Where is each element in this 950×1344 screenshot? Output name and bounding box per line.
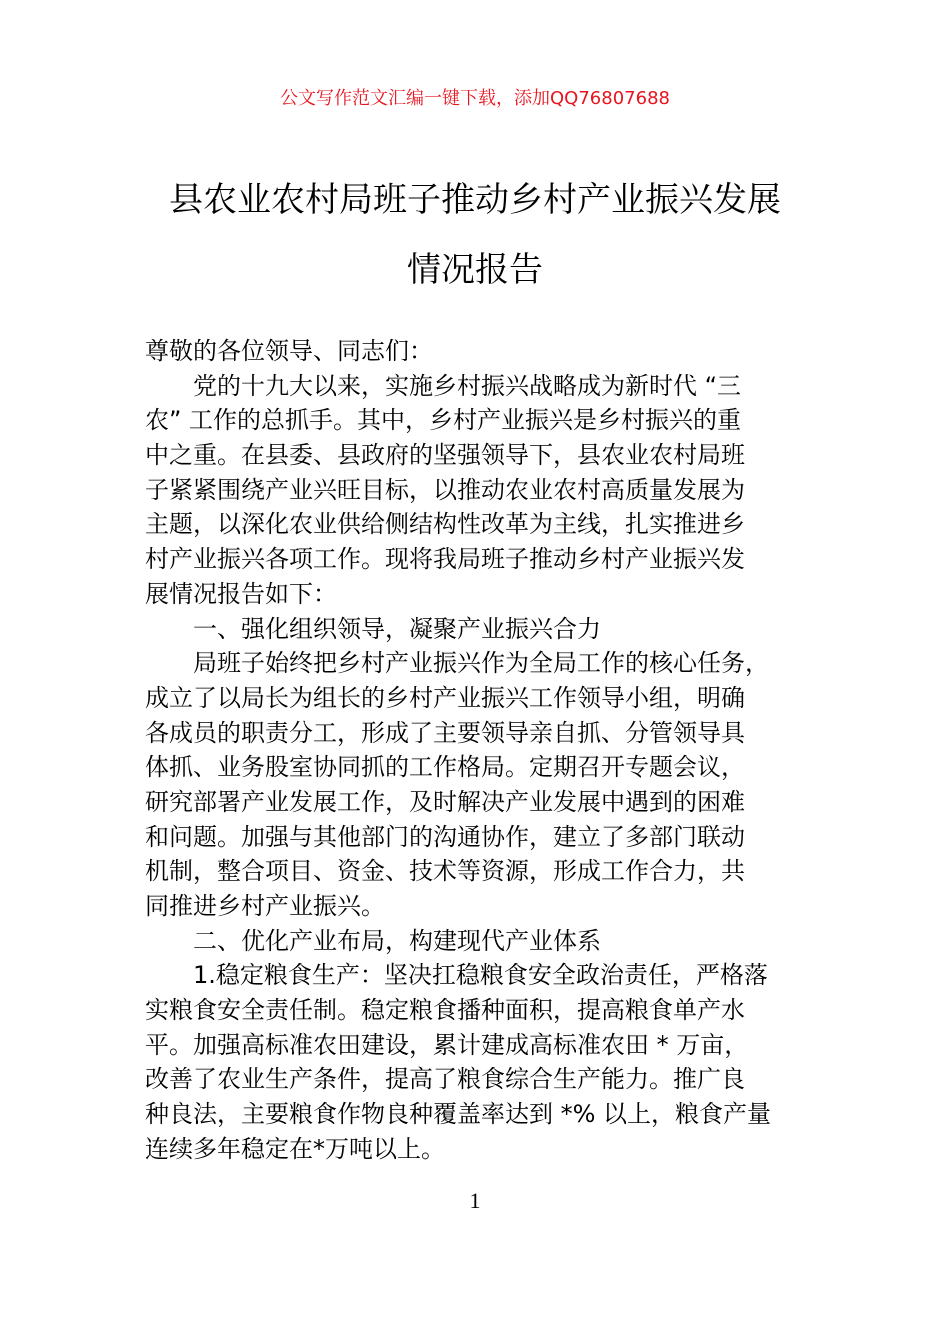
text-line: 尊敬的各位领导、同志们： <box>145 337 433 365</box>
text-line: 各成员的职责分工，形成了主要领导亲自抓、分管领导具 <box>145 718 745 747</box>
text-line: 改善了农业生产条件，提高了粮食综合生产能力。推广良 <box>145 1065 745 1094</box>
text-line: 中之重。在县委、县政府的坚强领导下，县农业农村局班 <box>145 441 745 470</box>
document-body <box>145 334 845 1167</box>
text-line: 实粮食安全责任制。稳定粮食播种面积，提高粮食单产水 <box>145 996 745 1025</box>
text-line: 一、强化组织领导，凝聚产业振兴合力 <box>193 614 601 643</box>
paragraph <box>145 924 845 959</box>
text-line: 展情况报告如下： <box>145 579 337 608</box>
document-title-line-2: 情况报告 <box>407 250 543 290</box>
text-line: 机制，整合项目、资金、技术等资源，形成工作合力，共 <box>145 857 745 886</box>
text-line: 和问题。加强与其他部门的沟通协作，建立了多部门联动 <box>145 822 745 851</box>
paragraph <box>145 369 845 612</box>
text-line: 村产业振兴各项工作。现将我局班子推动乡村产业振兴发 <box>145 545 745 574</box>
text-line: 研究部署产业发展工作，及时解决产业发展中遇到的困难 <box>145 787 745 816</box>
text-line: 种良法，主要粮食作物良种覆盖率达到 *% 以上，粮食产量 <box>145 1100 772 1129</box>
paragraph <box>145 612 845 647</box>
text-line: 二、优化产业布局，构建现代产业体系 <box>193 926 601 955</box>
text-line: 体抓、业务股室协同抓的工作格局。定期召开专题会议， <box>145 753 745 782</box>
watermark-text: 公文写作范文汇编一键下载，添加QQ76807688 <box>280 88 670 109</box>
paragraph <box>145 958 845 1166</box>
text-line: 1.稳定粮食生产：坚决扛稳粮食安全政治责任，严格落 <box>193 961 768 990</box>
text-line: 连续多年稳定在*万吨以上。 <box>145 1134 445 1163</box>
text-line: 农” 工作的总抓手。其中，乡村产业振兴是乡村振兴的重 <box>145 406 742 435</box>
paragraph <box>145 646 845 924</box>
text-line: 主题，以深化农业供给侧结构性改革为主线，扎实推进乡 <box>145 510 745 539</box>
document-title-line-1: 县农业农村局班子推动乡村产业振兴发展 <box>169 180 781 220</box>
page-number: 1 <box>469 1188 481 1213</box>
paragraph <box>145 334 845 369</box>
text-line: 党的十九大以来，实施乡村振兴战略成为新时代 “三 <box>193 371 742 400</box>
text-line: 成立了以局长为组长的乡村产业振兴工作领导小组，明确 <box>145 683 745 712</box>
text-line: 平。加强高标准农田建设，累计建成高标准农田 * 万亩， <box>145 1030 749 1059</box>
text-line: 局班子始终把乡村产业振兴作为全局工作的核心任务， <box>193 649 769 678</box>
text-line: 子紧紧围绕产业兴旺目标，以推动农业农村高质量发展为 <box>145 475 745 504</box>
text-line: 同推进乡村产业振兴。 <box>145 892 385 920</box>
